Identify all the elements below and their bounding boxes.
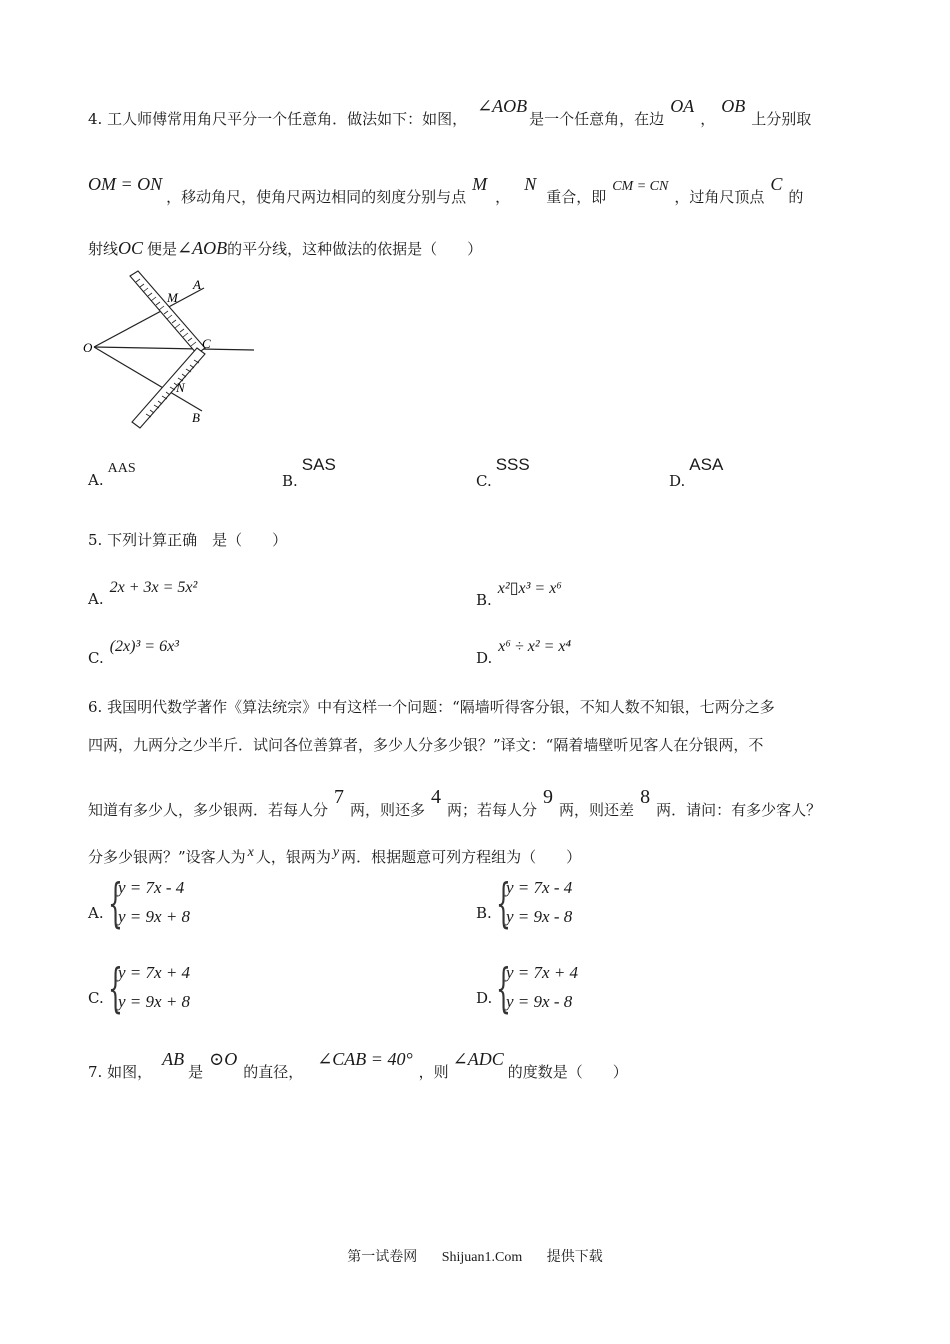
q7-circle-o: ⊙O [209,1049,238,1069]
fig-label-a: A [193,277,201,292]
q4-point-n: N [524,174,537,194]
footer-site-domain[interactable]: Shijuan1.Com [441,1250,523,1265]
q6-line-4 [88,846,581,867]
q6-num-9: 9 [543,786,554,808]
q5-option-c[interactable] [88,637,179,667]
q6-line-1: 6. 我国明代数学著作《算法统宗》中有这样一个问题：“隔墙听得客分银，不知人数不知银，七两分之多 [88,698,775,716]
option-value: (2x)³ = 6x³ [109,638,179,655]
q6-option-c[interactable] [88,961,288,1021]
q4-ob: OB [721,96,746,116]
q5-option-a[interactable] [88,578,198,608]
option-value: AAS [107,461,136,476]
q4-oa: OA [670,96,695,116]
q6-option-b[interactable] [476,876,676,936]
q7-text: 的度数是（ ） [507,1063,628,1081]
q5-option-d[interactable] [476,637,572,667]
q4-text: ，过角尺顶点 [674,188,765,206]
q4-option-c[interactable] [476,455,530,490]
option-eq1: y = 7x - 4 [118,878,185,897]
q6-text: 两．根据题意可列方程组为（ ） [341,848,582,866]
option-eq2: y = 9x + 8 [118,907,191,926]
q7-ab: AB [162,1049,185,1069]
brace-icon: { [108,874,123,934]
option-label: C. [88,649,104,667]
q4-text: 重合，即 [546,188,607,206]
brace-icon: { [108,959,123,1019]
option-label: C. [476,472,492,490]
q6-var-y: y [332,845,340,860]
fig-label-m: M [167,290,178,305]
q6-text: 两，则还差 [559,801,635,819]
q7-text: ，则 [418,1063,449,1081]
q4-text: 便是 [147,240,178,258]
q4-point-c: C [770,174,783,194]
option-value: ASA [689,455,724,474]
q4-cm-cn: CM = CN [612,179,669,194]
q4-om-on: OM = ON [88,174,163,194]
page-footer [0,1246,950,1266]
q7-angle-adc: ∠ADC [452,1049,504,1069]
q7-stem [88,1049,628,1082]
option-value: x²▯x³ = x⁶ [497,580,562,597]
option-value: x⁶ ÷ x² = x⁴ [498,638,572,655]
q4-angle-aob: ∠AOB [477,96,528,116]
q4-text: 射线 [88,240,119,258]
q4-text: 的平分线，这种做法的依据是（ ） [227,240,483,258]
option-eq1: y = 7x - 4 [506,878,573,897]
option-label: A. [88,590,104,608]
q4-line-3 [88,238,482,259]
q7-angle-cab: ∠CAB = 40° [317,1049,413,1069]
fig-label-c: C [202,336,211,351]
q6-line-3 [88,786,822,821]
q4-option-a[interactable] [88,458,136,489]
q6-var-x: x [247,845,254,860]
q7-text: 是 [188,1063,204,1081]
brace-icon: { [496,959,511,1019]
q4-text: 的 [788,188,804,206]
q6-line-2: 四两，九两分之少半斤．试问各位善算者，多少人分多少银？”译文：“隔着墙壁听见客人在分银两，不 [88,736,764,754]
option-label: A. [88,904,104,922]
q4-line-1 [88,96,812,129]
footer-provide-download: 提供下载 [546,1249,603,1265]
option-label: B. [282,472,298,490]
option-label: A. [88,471,104,489]
q4-angle-ruler-figure [80,268,270,433]
q4-text: 是一个任意角，在边 [529,110,665,128]
q6-text: 知道有多少人，多少银两．若每人分 [88,801,329,819]
q6-text: 分多少银两？”设客人为 [88,848,246,866]
q4-text: 上分别取 [751,110,812,128]
option-label: D. [669,472,686,490]
q6-text: 两；若每人分 [447,801,538,819]
q4-option-b[interactable] [282,455,336,490]
q7-text: 7. 如图， [88,1063,153,1081]
q7-text: 的直径， [243,1063,304,1081]
option-eq2: y = 9x - 8 [506,992,573,1011]
option-label: B. [476,904,492,922]
option-eq1: y = 7x + 4 [118,963,191,982]
q4-text: 4. 工人师傅常用角尺平分一个任意角．做法如下：如图， [88,110,468,128]
brace-icon: { [496,874,511,934]
option-value: SSS [495,455,530,474]
q6-num-4: 4 [431,786,442,808]
fig-label-b: B [192,410,200,425]
q4-option-d[interactable] [669,455,724,490]
q4-text: ，移动角尺，使角尺两边相同的刻度分别与点 [166,188,467,206]
option-label: D. [476,989,493,1007]
q4-point-m: M [472,174,488,194]
q4-oc: OC [118,238,144,258]
option-eq1: y = 7x + 4 [506,963,579,982]
q6-text: 人，银两为 [255,848,331,866]
option-value: SAS [301,455,336,474]
footer-site-name: 第一试卷网 [347,1249,418,1265]
option-label: B. [476,591,492,609]
option-label: C. [88,989,104,1007]
fig-label-o: O [83,340,93,355]
q6-num-8: 8 [640,786,651,808]
q4-line-2 [88,174,804,207]
q5-option-b[interactable] [476,578,562,609]
q4-angle-aob-2: ∠AOB [177,238,228,258]
option-label: D. [476,649,493,667]
option-eq2: y = 9x + 8 [118,992,191,1011]
fig-label-n: N [176,380,185,395]
option-value: 2x + 3x = 5x² [109,579,198,596]
q5-stem: 5. 下列计算正确 是（ ） [88,531,288,549]
q4-comma: ， [495,188,511,206]
q6-num-7: 7 [334,786,345,808]
option-eq2: y = 9x - 8 [506,907,573,926]
q6-option-a[interactable] [88,876,288,936]
q6-option-d[interactable] [476,961,676,1021]
q6-text: 两．请问：有多少客人？ [656,801,822,819]
q6-text: 两，则还多 [350,801,426,819]
q4-comma: ， [700,110,716,128]
